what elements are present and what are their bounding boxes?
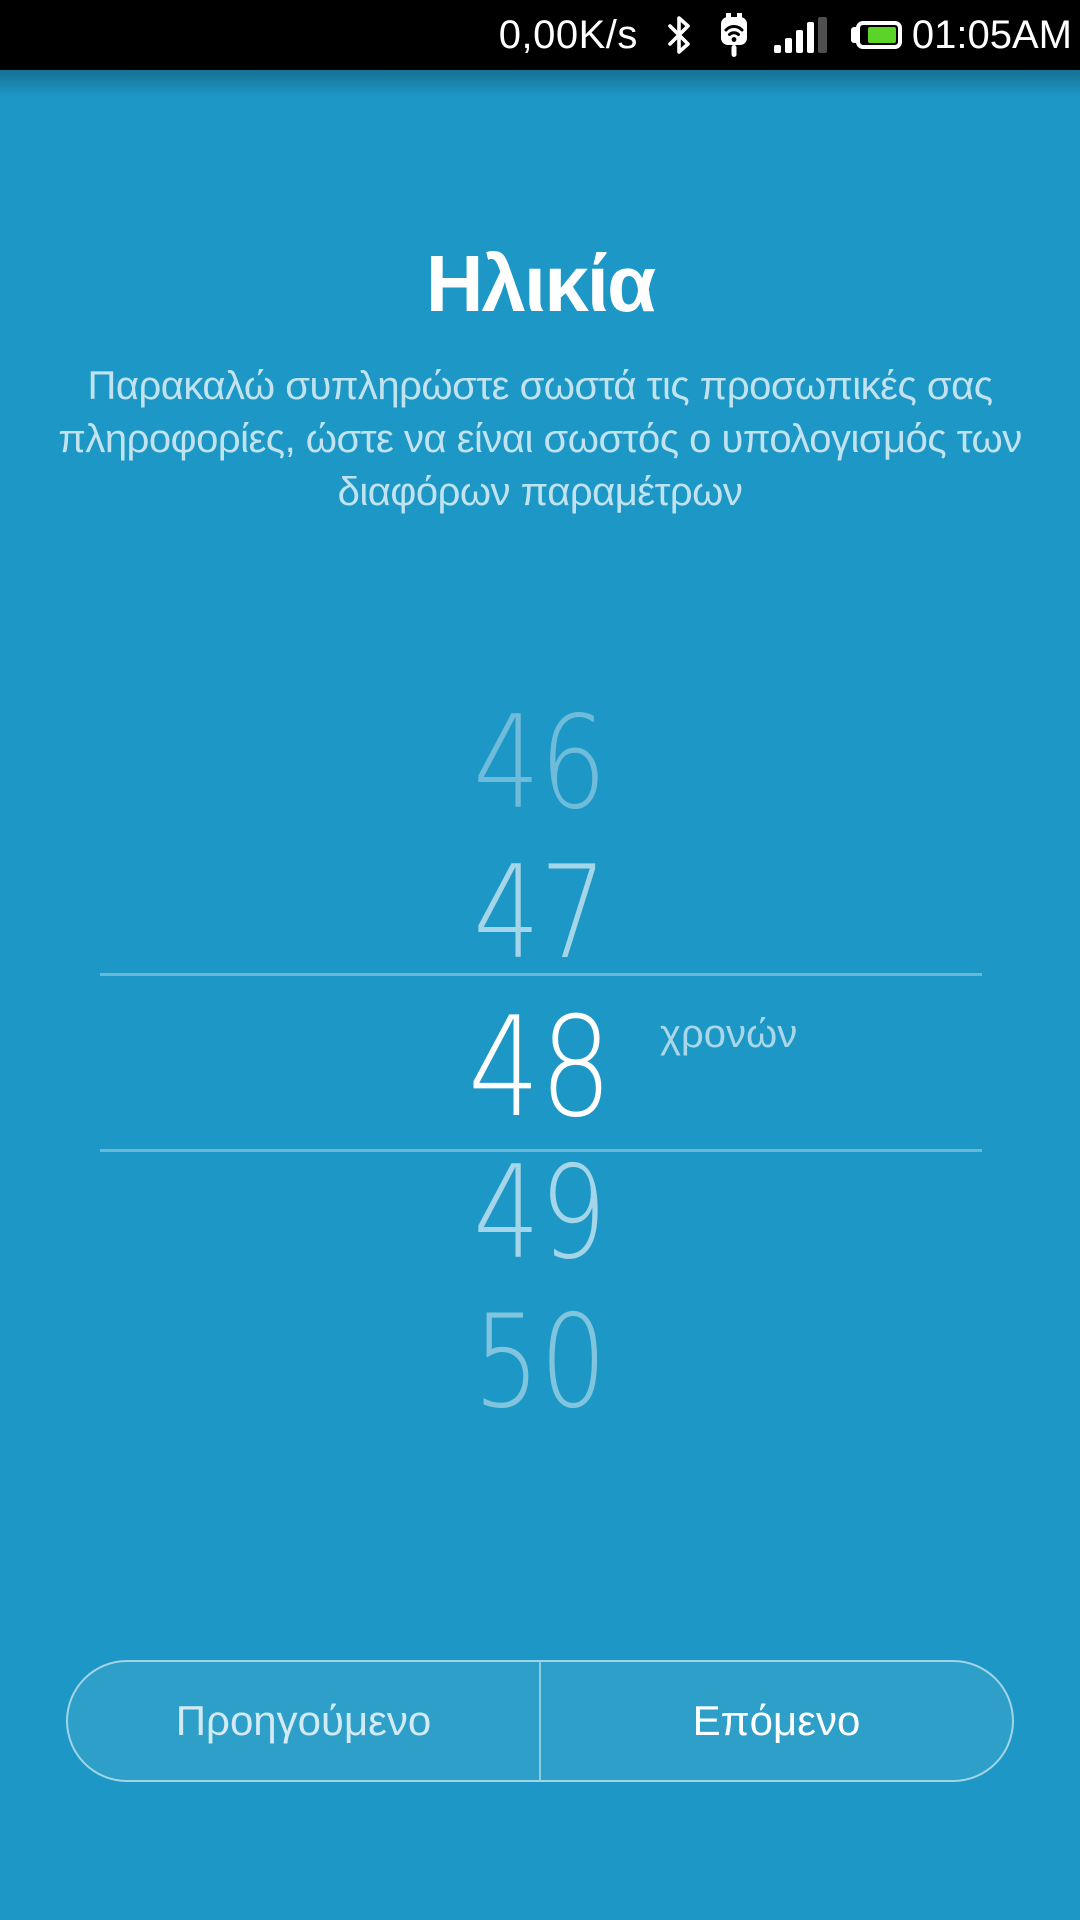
picker-item-46[interactable]: 46 bbox=[473, 689, 607, 838]
picker-item-50[interactable]: 50 bbox=[473, 1288, 607, 1437]
battery-icon bbox=[851, 21, 902, 49]
picker-item-47[interactable]: 47 bbox=[473, 839, 607, 988]
usb-tethering-icon bbox=[714, 12, 754, 58]
picker-item-49[interactable]: 49 bbox=[473, 1139, 607, 1288]
status-clock: 01:05AM bbox=[911, 12, 1072, 57]
picker-item-48-selected[interactable]: 48 bbox=[467, 987, 612, 1148]
bluetooth-icon bbox=[666, 16, 692, 54]
subtitle-line: διαφόρων παραμέτρων bbox=[337, 470, 743, 514]
subtitle-line: πληροφορίες, ώστε να είναι σωστός ο υπολογισμός των bbox=[58, 417, 1022, 461]
previous-button[interactable]: Προηγούμενο bbox=[68, 1662, 539, 1780]
picker-divider-top bbox=[100, 973, 982, 976]
signal-strength-icon bbox=[774, 17, 827, 53]
subtitle-line: Παρακαλώ συπληρώστε σωστά τις προσωπικές σας bbox=[87, 364, 993, 408]
battery-level-fill bbox=[868, 27, 896, 43]
page-title: Ηλικία bbox=[425, 239, 655, 328]
picker-divider-bottom bbox=[100, 1149, 982, 1152]
statusbar-shadow bbox=[0, 70, 1080, 96]
navigation-button-bar bbox=[66, 1660, 1014, 1782]
next-button[interactable]: Επόμενο bbox=[541, 1662, 1012, 1780]
network-speed-indicator: 0,00K/s bbox=[498, 12, 638, 57]
age-unit-label: χρονών bbox=[660, 1012, 798, 1056]
page-subtitle bbox=[0, 360, 1080, 519]
status-bar bbox=[0, 0, 1080, 70]
